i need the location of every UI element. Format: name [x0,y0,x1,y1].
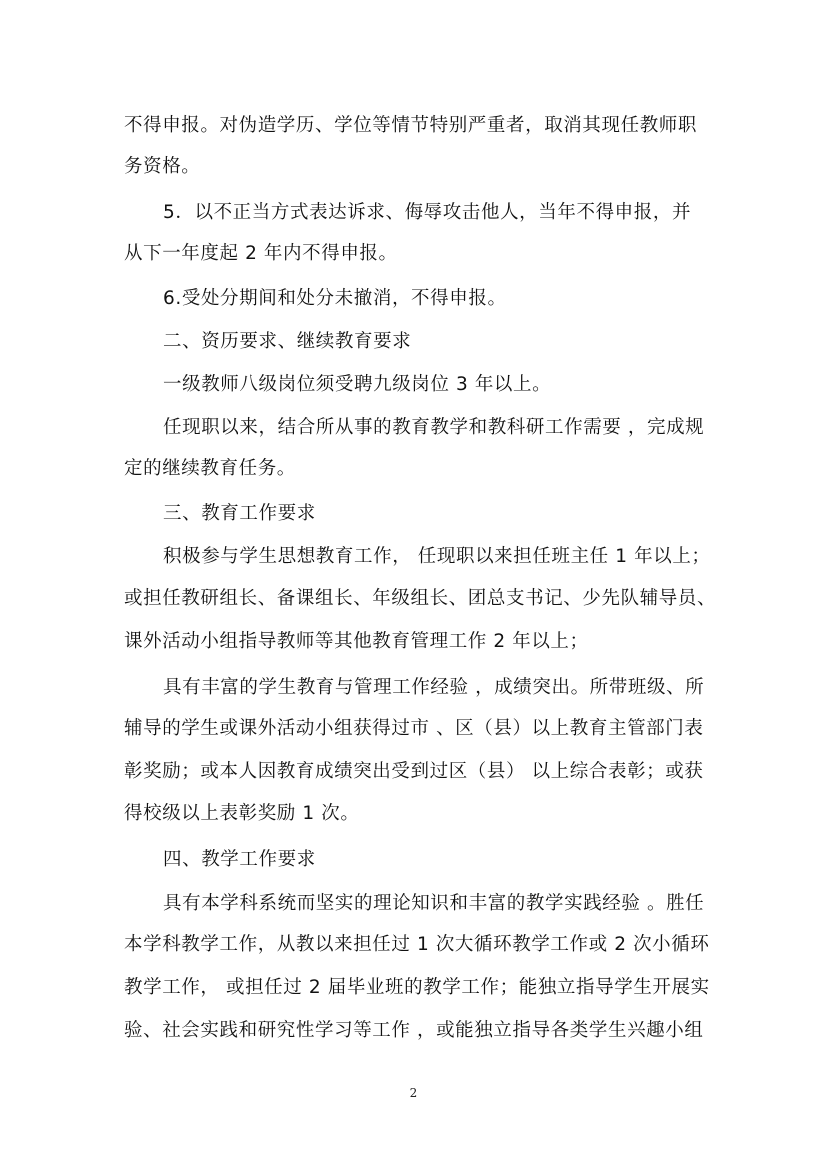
text-line: 具有本学科系统而坚实的理论知识和丰富的教学实践经验 。胜任 [163,893,705,914]
text-line: 任现职以来，结合所从事的教育教学和教科研工作需要 ，完成规 [163,417,705,438]
section-heading: 三、教育工作要求 [163,503,316,524]
text-line: 务资格。 [124,156,201,177]
page-number: 2 [409,1086,418,1100]
text-line: 或担任教研组长、备课组长、年级组长、团总支书记、少先队辅导员、 [124,588,717,609]
text-line: 得校级以上表彰奖励 1 次。 [124,803,360,824]
text-line: 5．以不正当方式表达诉求、侮辱攻击他人，当年不得申报，并 [163,202,692,223]
text-line: 积极参与学生思想教育工作， 任现职以来担任班主任 1 年以上； [163,546,711,567]
text-line: 一级教师八级岗位须受聘九级岗位 3 年以上。 [163,374,552,395]
text-line: 彰奖励；或本人因教育成绩突出受到过区（县） 以上综合表彰；或获 [124,761,704,782]
text-line: 课外活动小组指导教师等其他教育管理工作 2 年以上； [124,631,589,652]
text-line: 6.受处分期间和处分未撤消，不得申报。 [163,288,507,309]
text-line: 本学科教学工作，从教以来担任过 1 次大循环教学工作或 2 次小循环 [124,934,710,955]
text-line: 不得申报。对伪造学历、学位等情节特别严重者，取消其现任教师职 [124,115,698,136]
text-line: 教学工作， 或担任过 2 届毕业班的教学工作；能独立指导学生开展实 [124,977,710,998]
text-line: 从下一年度起 2 年内不得申报。 [124,243,398,264]
text-line: 验、社会实践和研究性学习等工作 ，或能独立指导各类学生兴趣小组 [124,1020,704,1041]
text-line: 具有丰富的学生教育与管理工作经验 ，成绩突出。所带班级、所 [163,677,705,698]
text-line: 定的继续教育任务。 [124,458,296,479]
section-heading: 四、教学工作要求 [163,849,316,870]
text-line: 辅导的学生或课外活动小组获得过市 、区（县）以上教育主管部门表 [124,718,704,739]
section-heading: 二、资历要求、继续教育要求 [163,331,412,352]
